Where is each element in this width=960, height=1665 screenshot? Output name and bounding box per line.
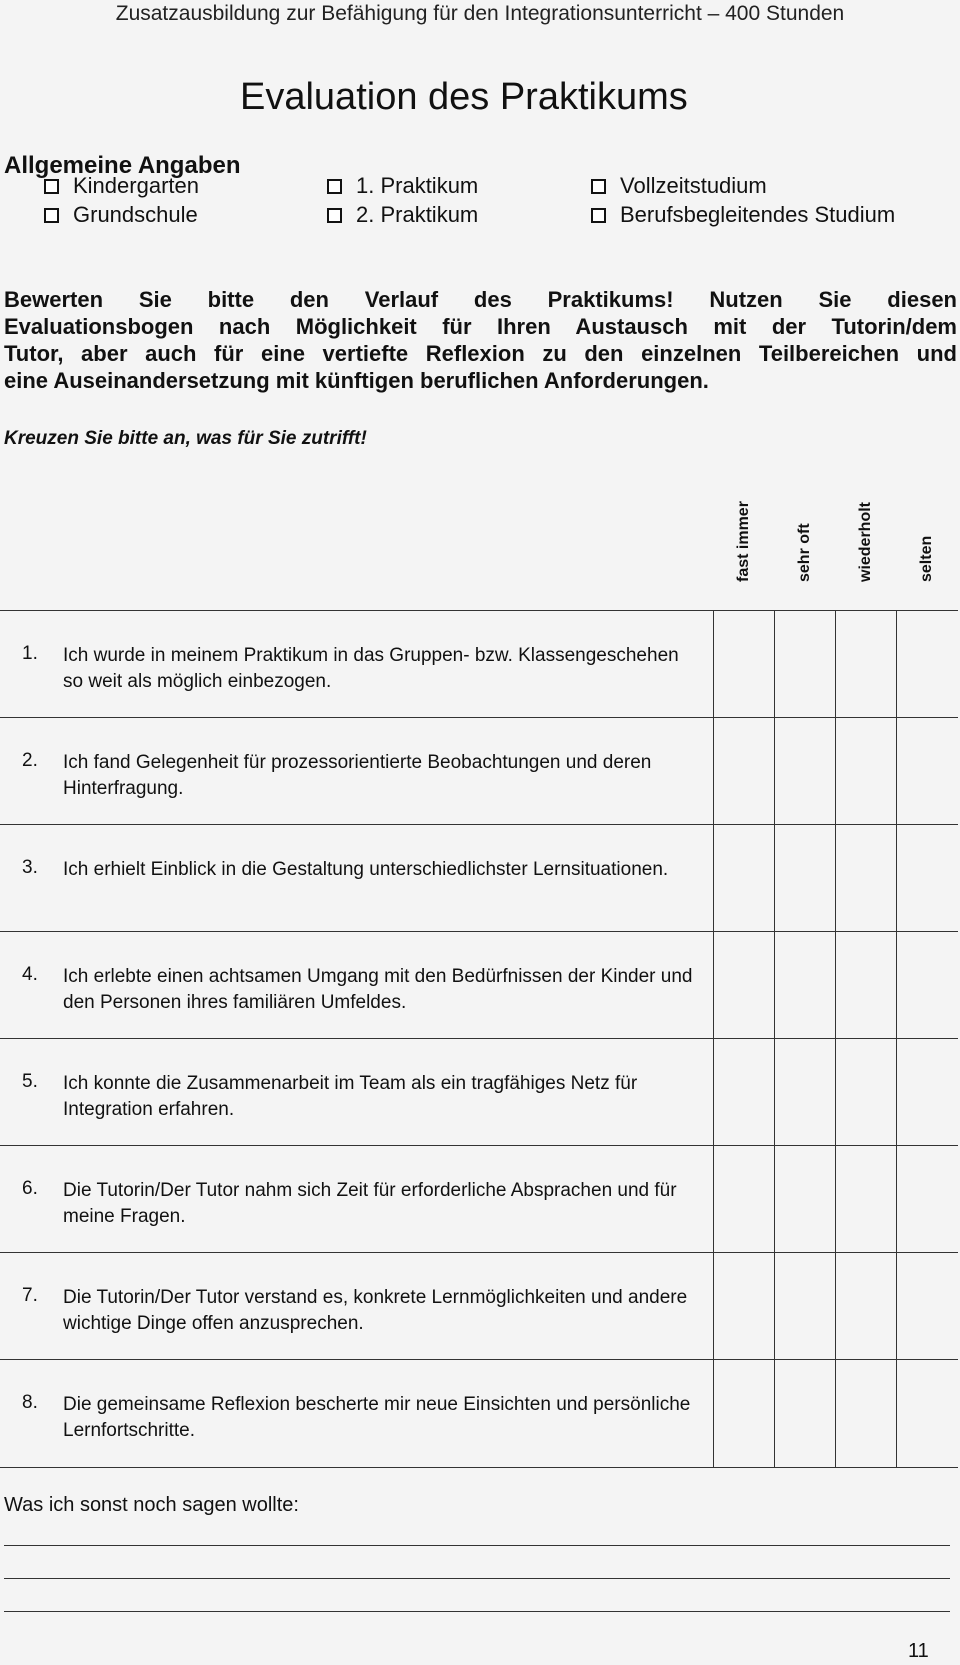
item-statement: Ich fand Gelegenheit für prozessorientierte Beobachtungen und deren Hinterfragung. xyxy=(63,752,652,799)
scale-label: selten xyxy=(918,535,935,582)
rating-cell-selten[interactable] xyxy=(896,825,957,931)
page-number: 11 xyxy=(908,1640,929,1662)
checkbox-icon[interactable] xyxy=(591,208,606,223)
rating-cell-wiederholt[interactable] xyxy=(835,611,896,717)
table-row xyxy=(0,1360,958,1467)
remarks-line[interactable] xyxy=(4,1578,950,1579)
option-kindergarten[interactable] xyxy=(44,173,199,199)
table-row xyxy=(0,1146,958,1253)
item-statement: Die Tutorin/Der Tutor verstand es, konkrete Lernmöglichkeiten und andere wichtige Dinge offen anzusprechen. xyxy=(63,1287,688,1334)
rating-cell-sehr-oft[interactable] xyxy=(774,1146,835,1252)
remarks-label: Was ich sonst noch sagen wollte: xyxy=(4,1494,299,1516)
instructions-line: Tutor, aber auch für eine vertiefte Reflexion zu den einzelnen Teilbereichen und xyxy=(4,341,957,366)
page-title: Evaluation des Praktikums xyxy=(240,76,688,118)
item-number: 2. xyxy=(22,750,38,771)
instructions-line: eine Auseinandersetzung mit künftigen beruflichen Anforderungen. xyxy=(4,368,709,393)
rating-cell-selten[interactable] xyxy=(896,1360,957,1467)
item-statement: Ich erlebte einen achtsamen Umgang mit den Bedürfnissen der Kinder und den Personen ihres familiären Umfeldes. xyxy=(63,966,693,1013)
scale-label: wiederholt xyxy=(857,501,874,582)
rating-cell-wiederholt[interactable] xyxy=(835,1360,896,1467)
rating-cell-selten[interactable] xyxy=(896,1253,957,1359)
item-number: 6. xyxy=(22,1178,38,1199)
rating-cell-selten[interactable] xyxy=(896,1146,957,1252)
instructions-paragraph xyxy=(4,286,957,394)
cross-instruction: Kreuzen Sie bitte an, was für Sie zutrifft! xyxy=(4,428,367,449)
rating-cell-sehr-oft[interactable] xyxy=(774,611,835,717)
rating-cell-fast-immer[interactable] xyxy=(713,718,774,824)
document-header: Zusatzausbildung zur Befähigung für den Integrationsunterricht – 400 Stunden xyxy=(115,2,845,25)
item-statement: Ich wurde in meinem Praktikum in das Gruppen- bzw. Klassengeschehen so weit als möglich einbezogen. xyxy=(63,645,679,692)
remarks-line[interactable] xyxy=(4,1545,950,1546)
rating-cell-selten[interactable] xyxy=(896,1039,957,1145)
rating-cell-wiederholt[interactable] xyxy=(835,932,896,1038)
rating-cell-sehr-oft[interactable] xyxy=(774,718,835,824)
checkbox-icon[interactable] xyxy=(327,179,342,194)
rating-cell-fast-immer[interactable] xyxy=(713,825,774,931)
remarks-line[interactable] xyxy=(4,1611,950,1612)
scale-header-wiederholt xyxy=(836,490,896,600)
rating-cell-wiederholt[interactable] xyxy=(835,1146,896,1252)
rating-cell-selten[interactable] xyxy=(896,718,957,824)
item-number: 1. xyxy=(22,643,38,664)
rating-cell-wiederholt[interactable] xyxy=(835,1039,896,1145)
table-row xyxy=(0,1253,958,1360)
rating-cell-fast-immer[interactable] xyxy=(713,1253,774,1359)
scale-header-fast-immer xyxy=(714,490,774,600)
rating-cell-fast-immer[interactable] xyxy=(713,1039,774,1145)
instructions-line: Bewerten Sie bitte den Verlauf des Praktikums! Nutzen Sie diesen xyxy=(4,287,957,312)
rating-cell-wiederholt[interactable] xyxy=(835,825,896,931)
checkbox-icon[interactable] xyxy=(44,179,59,194)
checkbox-icon[interactable] xyxy=(591,179,606,194)
item-statement: Die Tutorin/Der Tutor nahm sich Zeit für erforderliche Absprachen und für meine Fragen. xyxy=(63,1180,677,1227)
item-number: 5. xyxy=(22,1071,38,1092)
table-row xyxy=(0,718,958,825)
table-row xyxy=(0,611,958,718)
option-berufsbegleitend[interactable] xyxy=(591,202,895,228)
rating-cell-sehr-oft[interactable] xyxy=(774,1253,835,1359)
option-label: Kindergarten xyxy=(73,173,199,198)
rating-cell-wiederholt[interactable] xyxy=(835,718,896,824)
item-statement: Die gemeinsame Reflexion bescherte mir neue Einsichten und persönliche Lernfortschritte. xyxy=(63,1394,691,1441)
scale-header-selten xyxy=(897,490,957,600)
rating-cell-wiederholt[interactable] xyxy=(835,1253,896,1359)
item-statement: Ich konnte die Zusammenarbeit im Team als ein tragfähiges Netz für Integration erfahren. xyxy=(63,1073,638,1120)
general-info-heading: Allgemeine Angaben xyxy=(4,152,241,179)
rating-cell-sehr-oft[interactable] xyxy=(774,825,835,931)
table-row xyxy=(0,1039,958,1146)
survey-table xyxy=(0,610,958,1468)
scale-label: fast immer xyxy=(735,501,752,582)
rating-cell-selten[interactable] xyxy=(896,611,957,717)
item-number: 3. xyxy=(22,857,38,878)
rating-cell-fast-immer[interactable] xyxy=(713,932,774,1038)
checkbox-icon[interactable] xyxy=(44,208,59,223)
item-statement: Ich erhielt Einblick in die Gestaltung unterschiedlichster Lernsituationen. xyxy=(63,859,669,880)
option-label: Berufsbegleitendes Studium xyxy=(620,202,896,227)
rating-cell-sehr-oft[interactable] xyxy=(774,1360,835,1467)
option-label: 2. Praktikum xyxy=(356,202,479,227)
option-vollzeitstudium[interactable] xyxy=(591,173,767,199)
checkbox-icon[interactable] xyxy=(327,208,342,223)
rating-cell-fast-immer[interactable] xyxy=(713,611,774,717)
rating-cell-sehr-oft[interactable] xyxy=(774,1039,835,1145)
item-number: 8. xyxy=(22,1392,38,1413)
table-row xyxy=(0,825,958,932)
rating-cell-fast-immer[interactable] xyxy=(713,1360,774,1467)
item-number: 4. xyxy=(22,964,38,985)
option-label: Grundschule xyxy=(73,202,198,227)
rating-cell-fast-immer[interactable] xyxy=(713,1146,774,1252)
option-praktikum-1[interactable] xyxy=(327,173,478,199)
option-praktikum-2[interactable] xyxy=(327,202,478,228)
option-grundschule[interactable] xyxy=(44,202,198,228)
item-number: 7. xyxy=(22,1285,38,1306)
scale-label: sehr oft xyxy=(796,523,813,582)
instructions-line: Evaluationsbogen nach Möglichkeit für Ihren Austausch mit der Tutorin/dem xyxy=(4,314,957,339)
option-label: 1. Praktikum xyxy=(356,173,479,198)
rating-cell-sehr-oft[interactable] xyxy=(774,932,835,1038)
table-row xyxy=(0,932,958,1039)
scale-header-sehr-oft xyxy=(775,490,835,600)
option-label: Vollzeitstudium xyxy=(620,173,767,198)
rating-cell-selten[interactable] xyxy=(896,932,957,1038)
